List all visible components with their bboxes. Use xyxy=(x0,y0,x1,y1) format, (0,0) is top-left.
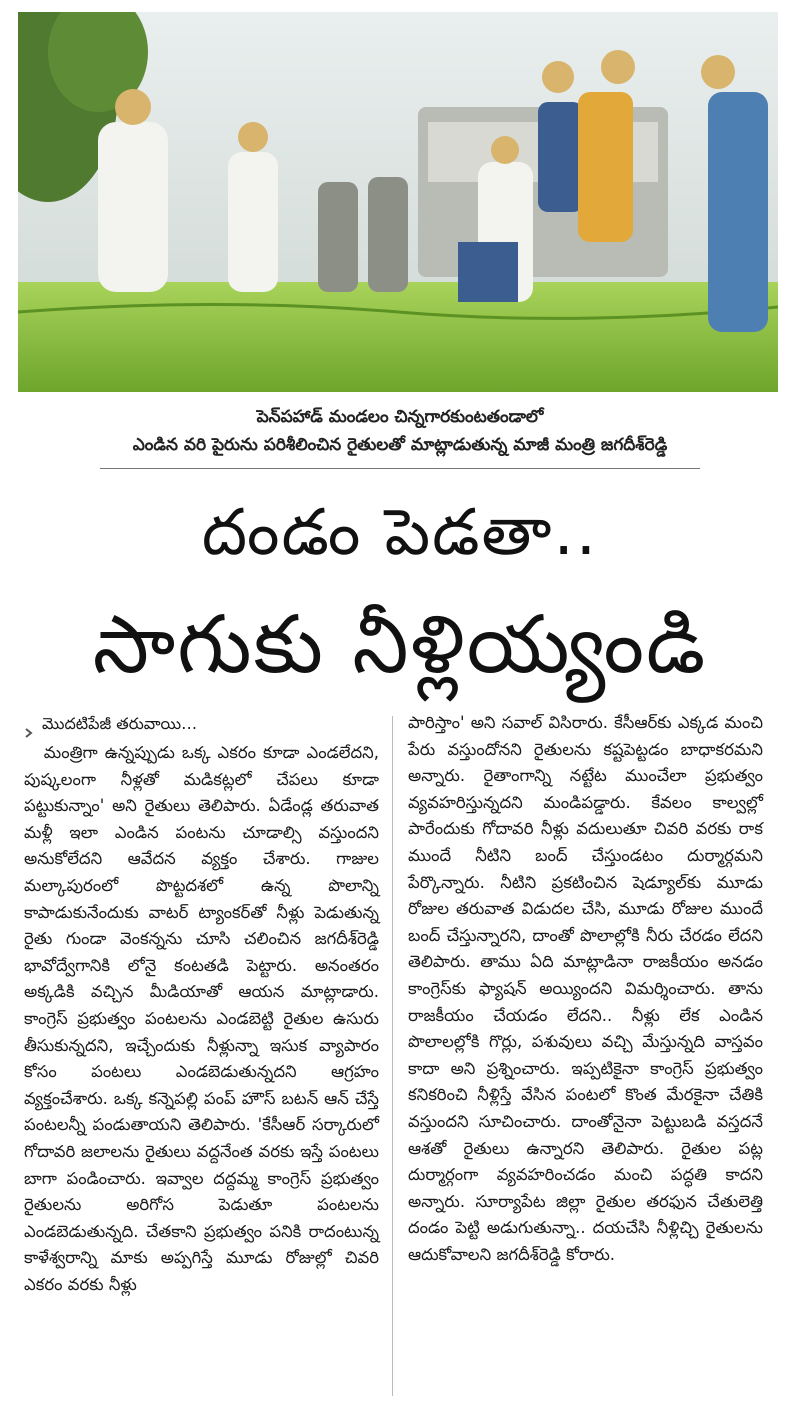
article-column-right xyxy=(408,710,763,1268)
article-body-right: పారిస్తాం' అని సవాల్‌ విసిరారు. కేసీఆర్‌కు ఎక్కడ మంచి పేరు వస్తుందోనని రైతులను కష్టపెట్టడం బాధాకరమని అన్నారు. రైతాంగాన్ని నట్టేట ముంచేలా ప్రభుత్వం వ్యవహరిస్తున్నదని మండిపడ్డారు. కేవలం కాల్వల్లో పారేందుకు గోదావరి నీళ్లు వదులుతూ చివరి వరకు రాక ముందే నీటిని బంద్‌ చేస్తుండటం దుర్మార్గమని పేర్కొన్నారు. నీటిని ప్రకటించిన షెడ్యూల్‌కు మూడు రోజుల తరువాత విడుదల చేసి, మూడు రోజుల ముందే బంద్‌ చేస్తున్నారని, దాంతో పొలాల్లోకి నీరు చేరడం లేదని తెలిపారు. తాము ఏది మాట్లాడినా రాజకీయం అనడం కాంగ్రెస్‌కు ఫ్యాషన్‌ అయ్యిందని విమర్శించారు. తాను రాజకీయం చేయడం లేదని.. నీళ్లు లేక ఎండిన పొలాలల్లోకి గొర్లు, పశువులు వచ్చి మేస్తున్నది వాస్తవం కాదా అని ప్రశ్నించారు. ఇప్పటికైనా కాంగ్రెస్‌ ప్రభుత్వం కనికరించి నీళ్లిస్తే వేసిన పంటలో కొంత మేరకైనా చేతికి వస్తుందని సూచించారు. దాంతోనైనా పెట్టుబడి వస్తదనే ఆశతో రైతులు ఉన్నారని తెలిపారు. రైతుల పట్ల దుర్మార్గంగా వ్యవహరించడం మంచి పద్ధతి కాదని అన్నారు. సూర్యాపేట జిల్లా రైతుల తరఫున చేతులెత్తి దండం పెట్టి అడుగుతున్నా.. దయచేసి నీళ్లిచ్చి రైతులను ఆదుకోవాలని జగదీశ్‌రెడ్డి కోరారు. xyxy=(408,713,763,1264)
chevron-right-icon xyxy=(24,719,34,729)
column-divider xyxy=(392,716,393,1396)
caption-divider xyxy=(100,468,700,469)
headline-line1: దండం పెడతా.. xyxy=(201,496,599,570)
news-photo xyxy=(18,12,778,392)
article-column-left xyxy=(24,710,379,1298)
photo-caption-line1: పెన్‌పహాడ్‌ మండలం చిన్నగారకుంటతండాలో xyxy=(256,407,544,427)
continuation-kicker xyxy=(24,710,379,738)
article-body-left: మంత్రిగా ఉన్నప్పుడు ఒక్క ఎకరం కూడా ఎండలేదని, పుష్కలంగా నీళ్లతో మడికట్లలో చేపలు కూడా పట్టుకున్నాం' అని రైతులు తెలిపారు. ఏడేండ్ల తరువాత మళ్లీ ఇలా ఎండిన పంటను చూడాల్సి వస్తుందని అనుకోలేదని ఆవేదన వ్యక్తం చేశారు. గాజుల మల్కాపురంలో పొట్టదశలో ఉన్న పొలాన్ని కాపాడుకునేందుకు వాటర్‌ ట్యాంకర్‌తో నీళ్లు పెడుతున్న రైతు గుండా వెంకన్నను చూసి చలించిన జగదీశ్‌రెడ్డి భావోద్వేగానికి లోనై కంటతడి పెట్టారు. అనంతరం అక్కడికి వచ్చిన మీడియాతో ఆయన మాట్లాడారు. కాంగ్రెస్‌ ప్రభుత్వం పంటలను ఎండబెట్టి రైతుల ఉసురు తీసుకున్నదని, ఇచ్చేందుకు నీళ్లున్నా ఇసుక వ్యాపారం కోసం పంటలు ఎండబెడుతున్నదని ఆగ్రహం వ్యక్తంచేశారు. ఒక్క కన్నెపల్లి పంప్‌ హౌస్‌ బటన్‌ ఆన్‌ చేస్తే పంటలన్నీ పండుతాయని తెలిపారు. 'కేసీఆర్‌ సర్కారులో గోదావరి జలాలను రైతులు వద్దనేంత వరకు ఇస్తే పంటలు బాగా పండించారు. ఇవ్వాల దద్దమ్మ కాంగ్రెస్‌ ప్రభుత్వం రైతులను అరిగోస పెడుతూ పంటలను ఎండబెడుతున్నది. చేతకాని ప్రభుత్వం పనికి రాదంటున్న కాళేశ్వరాన్ని మాకు అప్పగిస్తే మూడు రోజుల్లో చివరి ఎకరం వరకు నీళ్లు xyxy=(24,743,379,1294)
headline-line2: సాగుకు నీళ్లియ్యండి xyxy=(92,598,708,691)
kicker-label: మొదటిపేజీ తరువాయి… xyxy=(42,714,198,733)
photo-caption-line2: ఎండిన వరి పైరును పరిశీలించిన రైతులతో మాట్లాడుతున్న మాజీ మంత్రి జగదీశ్‌రెడ్డి xyxy=(132,435,668,455)
photo-illustration xyxy=(18,12,778,392)
